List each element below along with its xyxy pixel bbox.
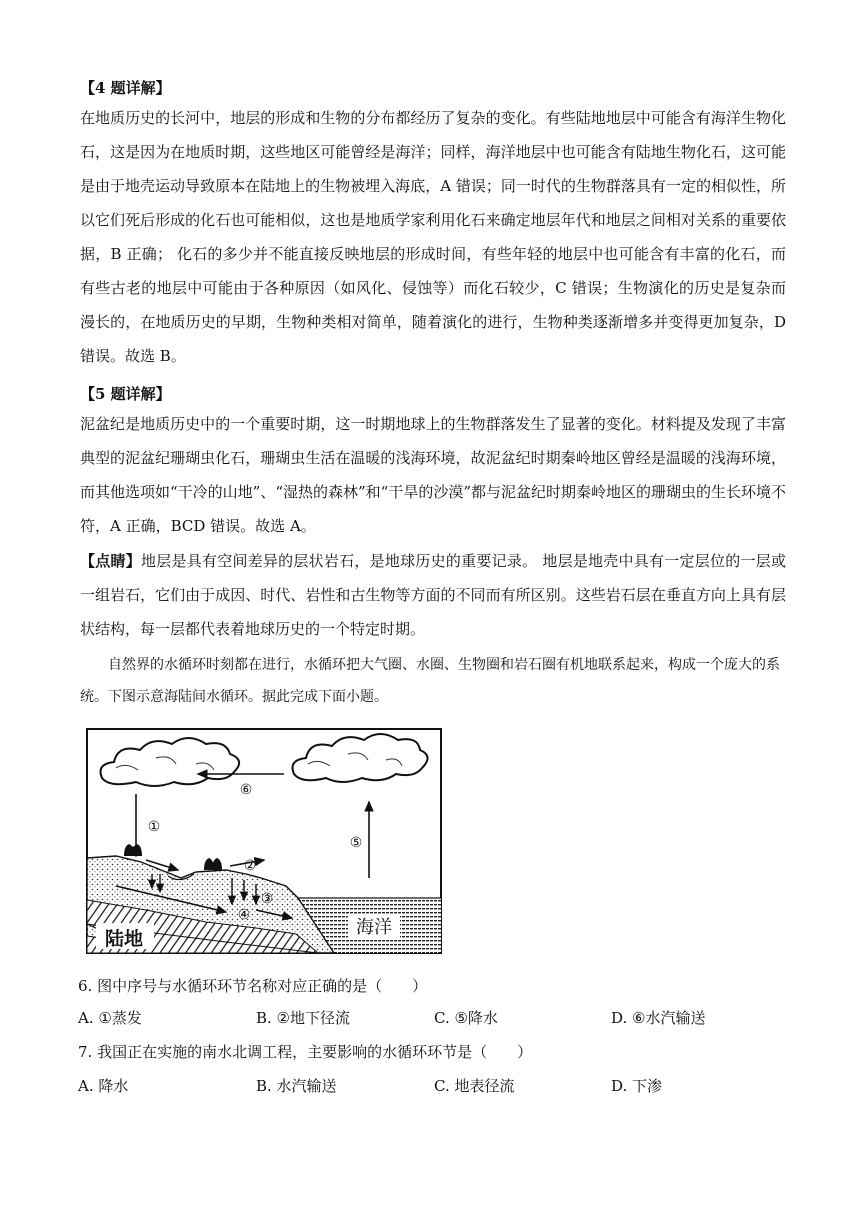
question-7-option-c[interactable]: C. 地表径流 bbox=[434, 1077, 515, 1095]
question-6-option-c[interactable]: C. ⑤降水 bbox=[434, 1009, 498, 1027]
marker-4: ④ bbox=[237, 907, 251, 923]
land-label: 陆地 bbox=[104, 929, 144, 950]
question-6-option-b[interactable]: B. ②地下径流 bbox=[256, 1009, 351, 1027]
dianjing-label: 【点睛】 bbox=[80, 552, 141, 570]
marker-3: ③ bbox=[260, 891, 274, 907]
question-7-stem: 7. 我国正在实施的南水北调工程，主要影响的水循环环节是（ ） bbox=[78, 1043, 533, 1061]
section5-explanation: 泥盆纪是地质历史中的一个重要时期，这一时期地球上的生物群落发生了显著的变化。材料提及发现了丰富典型的泥盆纪珊瑚虫化石，珊瑚虫生活在温暖的浅海环境，故泥盆纪时期秦岭地区曾经是温暖的浅海环境，而其他选项如“干冷的山地”、“湿热的森林”和“干旱的沙漠”都与泥盆纪时期秦岭地区的珊瑚虫的生长环境不符，A 正确，BCD 错误。故选 A。 bbox=[80, 415, 787, 535]
marker-1: ① bbox=[147, 819, 161, 835]
water-cycle-diagram bbox=[86, 728, 444, 956]
question-7-option-a[interactable]: A. 降水 bbox=[78, 1077, 129, 1095]
section5-heading: 【5 题详解】 bbox=[80, 385, 171, 403]
marker-5: ⑤ bbox=[349, 835, 363, 851]
question-6-stem: 6. 图中序号与水循环环节名称对应正确的是（ ） bbox=[78, 977, 428, 995]
question-intro: 自然界的水循环时刻都在进行，水循环把大气圈、水圈、生物圈和岩石圈有机地联系起来，构成一个庞大的系统。下图示意海陆间水循环。据此完成下面小题。 bbox=[80, 657, 780, 705]
question-6-option-d[interactable]: D. ⑥水汽输送 bbox=[611, 1009, 706, 1027]
section4-heading: 【4 题详解】 bbox=[80, 79, 171, 97]
question-7-option-d[interactable]: D. 下渗 bbox=[611, 1077, 663, 1095]
dianjing-text: 地层是具有空间差异的层状岩石，是地球历史的重要记录。 地层是地壳中具有一定层位的一层或一组岩石，它们由于成因、时代、岩性和古生物等方面的不同而有所区别。这些岩石层在垂直方向上具有层状结构，每一层都代表着地球历史的一个特定时期。 bbox=[80, 552, 786, 638]
section4-explanation: 在地质历史的长河中，地层的形成和生物的分布都经历了复杂的变化。有些陆地地层中可能含有海洋生物化石，这是因为在地质时期，这些地区可能曾经是海洋；同样，海洋地层中也可能含有陆地生物化石，这可能是由于地壳运动导致原本在陆地上的生物被埋入海底，A 错误；同一时代的生物群落具有一定的相似性，所以它们死后形成的化石也可能相似，这也是地质学家利用化石来确定地层年代和地层之间相对关系的重要依据，B 正确； 化石的多少并不能直接反映地层的形成时间，有些年轻的地层中也可能含有丰富的化石，而有些古老的地层中可能由于各种原因（如风化、侵蚀等）而化石较少，C 错误；生物演化的历史是复杂而漫长的，在地质历史的早期，生物种类相对简单，随着演化的进行，生物种类逐渐增多并变得更加复杂，D 错误。故选 B。 bbox=[80, 109, 786, 365]
question-7-option-b[interactable]: B. 水汽输送 bbox=[256, 1077, 337, 1095]
marker-2: ② bbox=[243, 858, 257, 874]
dianjing-paragraph bbox=[80, 544, 786, 646]
question-6-option-a[interactable]: A. ①蒸发 bbox=[78, 1009, 142, 1027]
marker-6: ⑥ bbox=[239, 782, 253, 798]
ocean-label: 海洋 bbox=[356, 917, 392, 938]
